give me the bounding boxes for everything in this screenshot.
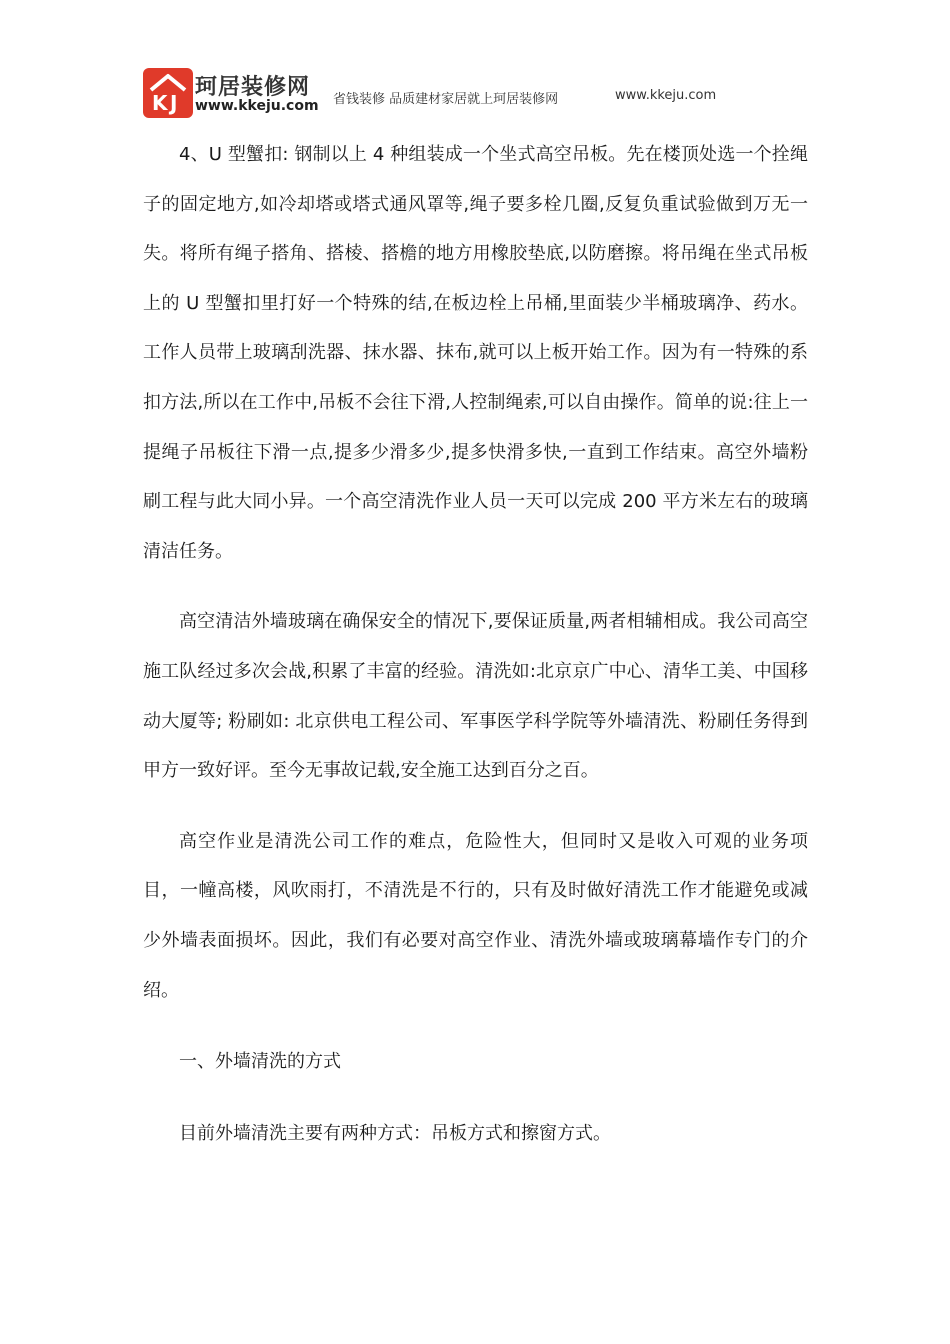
section-heading-cleaning-methods: 一、外墙清洗的方式 (179, 1051, 341, 1073)
document-body (143, 130, 808, 1158)
paragraph-high-altitude-work: 高空作业是清洗公司工作的难点，危险性大，但同时又是收入可观的业务项目，一幢高楼，风吹雨打，不清洗是不行的，只有及时做好清洗工作才能避免或减少外墙表面损坏。因此，我们有必要对高空作业、清洗外墙或玻璃幕墙作专门的介绍。 (143, 830, 808, 1001)
svg-text:K: K (152, 91, 168, 115)
logo-url: www.kkeju.com (195, 98, 319, 114)
paragraph-safety-quality: 高空清洁外墙玻璃在确保安全的情况下,要保证质量,两者相辅相成。我公司高空施工队经过多次会战,积累了丰富的经验。清洗如:北京京广中心、清华工美、中国移动大厦等; 粉刷如: 北京供电工程公司、军事医学科学院等外墙清洗、粉刷任务得到甲方一致好评。至今无事故记载,安全施工达到百分之百。 (143, 611, 808, 782)
page-header (143, 68, 823, 120)
header-slogan: 省钱装修 品质建材家居就上珂居装修网 (333, 92, 559, 107)
paragraph-u-shackle: 4、U 型蟹扣: 钢制以上 4 种组装成一个坐式高空吊板。先在楼顶处选一个拴绳子的固定地方,如冷却塔或塔式通风罩等,绳子要多栓几圈,反复负重试验做到万无一失。将所有绳子搭角、搭棱、搭檐的地方用橡胶垫底,以防磨擦。将吊绳在坐式吊板上的 U 型蟹扣里打好一个特殊的结,在板边栓上吊桶,里面装少半桶玻璃净、药水。工作人员带上玻璃刮洗器、抹水器、抹布,就可以上板开始工作。因为有一特殊的系扣方法,所以在工作中,吊板不会往下滑,人控制绳索,可以自由操作。简单的说:往上一提绳子吊板往下滑一点,提多少滑多少,提多快滑多快,一直到工作结束。高空外墙粉刷工程与此大同小异。一个高空清洗作业人员一天可以完成 200 平方米左右的玻璃清洁任务。 (143, 144, 808, 562)
header-site-url[interactable]: www.kkeju.com (615, 88, 717, 103)
paragraph-two-methods: 目前外墙清洗主要有两种方式：吊板方式和擦窗方式。 (179, 1122, 611, 1144)
logo-text: 珂居装修网 (195, 75, 311, 100)
svg-text:J: J (170, 91, 178, 115)
kkeju-logo-icon (143, 68, 193, 118)
